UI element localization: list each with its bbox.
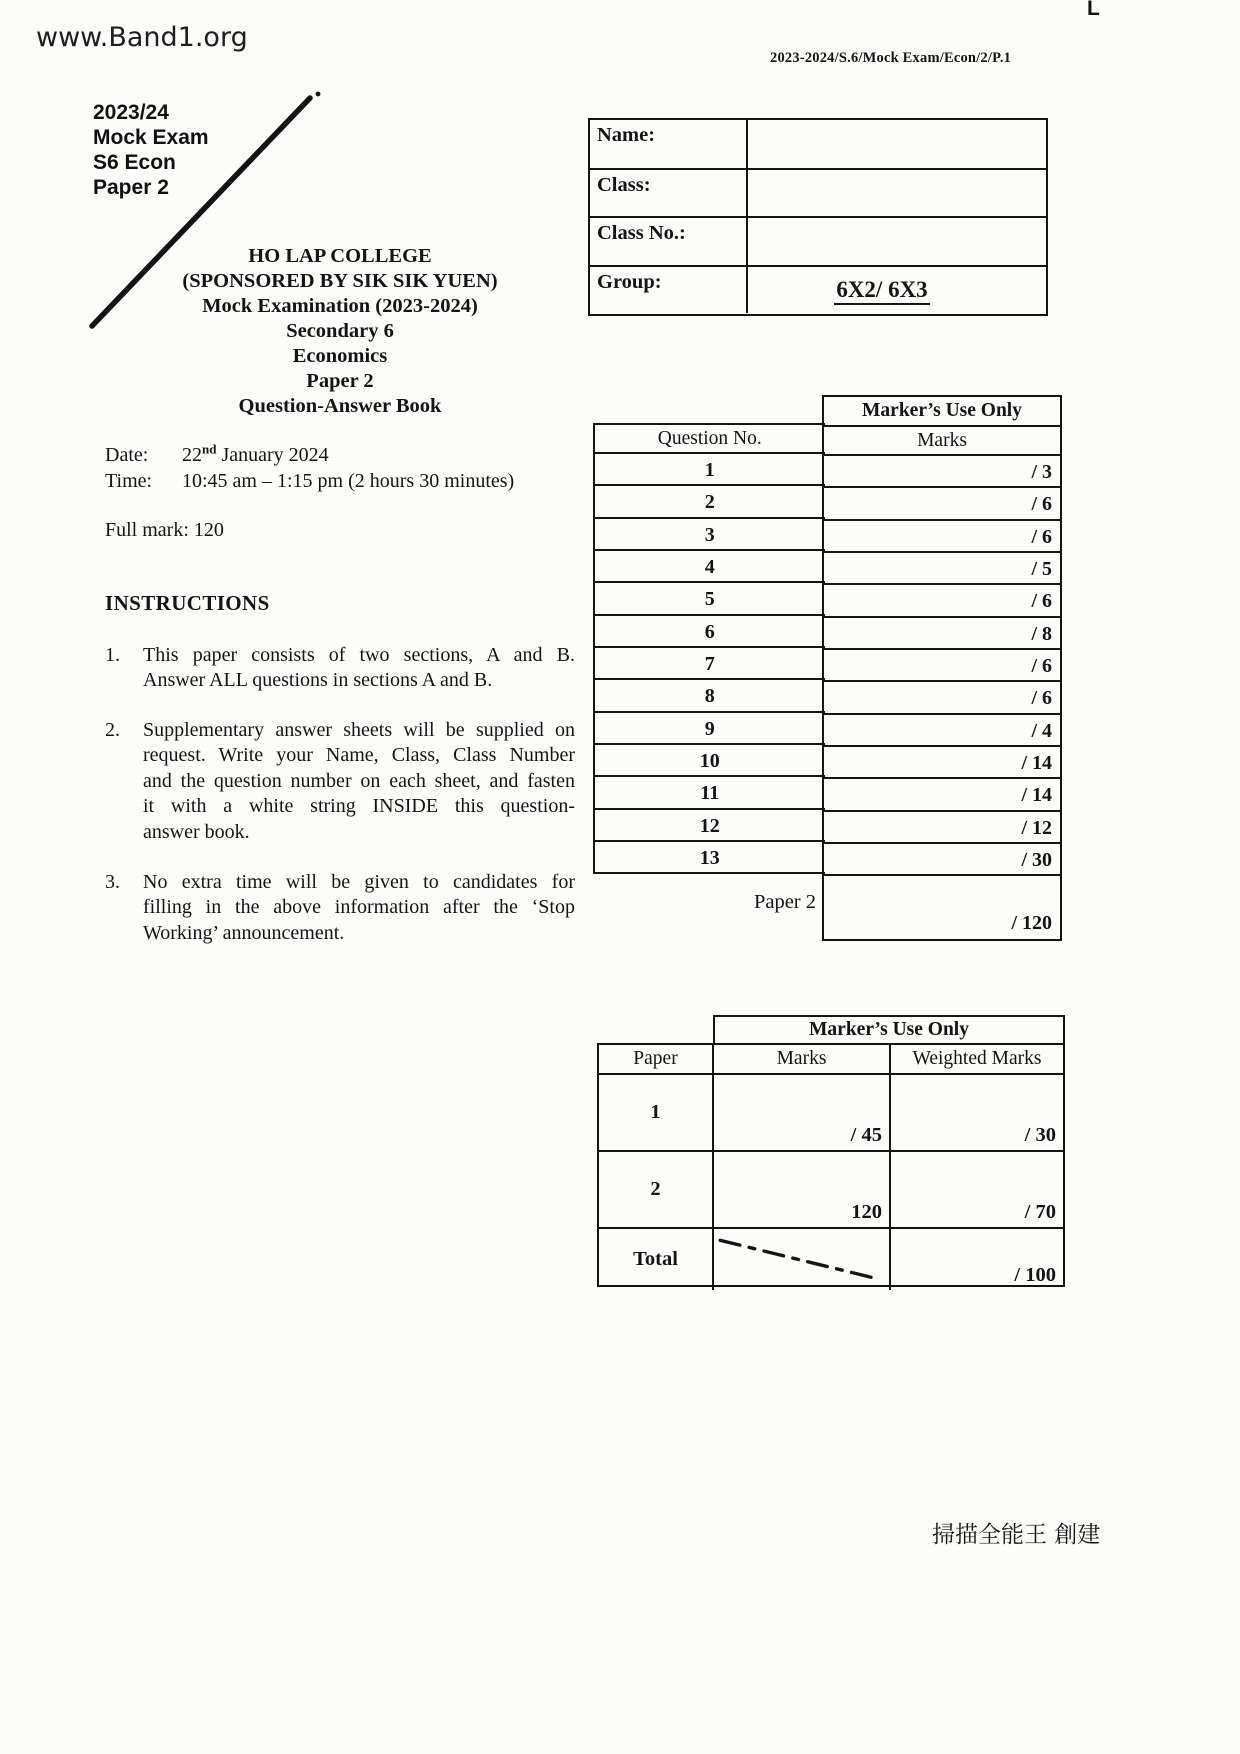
instructions-heading: INSTRUCTIONS xyxy=(105,591,270,615)
date-label: Date: xyxy=(105,444,149,466)
item-line: No extra time will be given to candidates for xyxy=(143,871,575,893)
summary-markers-use-only-header: Marker’s Use Only xyxy=(713,1015,1065,1045)
marks-col-header: Marks xyxy=(824,425,1060,454)
question-no: 3 xyxy=(595,517,825,549)
class-label: Class: xyxy=(590,170,748,216)
marks-cell: / 6 xyxy=(824,486,1060,518)
site-watermark: www.Band1.org xyxy=(36,22,248,53)
paper-col-header: Paper xyxy=(633,1048,678,1069)
exam-level: Secondary 6 xyxy=(286,320,394,342)
total-weighted-cell xyxy=(889,1227,1063,1290)
item-line: it with a white string INSIDE this question- xyxy=(143,795,575,818)
paper2-total-label: Paper 2 xyxy=(753,891,816,913)
weighted-col-header: Weighted Marks xyxy=(889,1045,1063,1073)
time-value: 10:45 am – 1:15 pm (2 hours 30 minutes) xyxy=(182,470,515,492)
question-no: 7 xyxy=(595,646,825,678)
marks-cell: / 6 xyxy=(824,648,1060,680)
full-mark: Full mark: 120 xyxy=(105,519,224,541)
class-field xyxy=(748,170,1046,216)
marks-cell: / 14 xyxy=(824,745,1060,777)
item-line: answer book. xyxy=(143,820,250,843)
class-no-label: Class No.: xyxy=(590,218,748,264)
marks-cell: / 6 xyxy=(824,519,1060,551)
total-weighted: / 100 xyxy=(1014,1263,1056,1286)
paper1-weighted-cell xyxy=(889,1073,1063,1150)
marks-column xyxy=(822,395,1062,941)
markers-use-only-header: Marker’s Use Only xyxy=(862,400,1022,421)
item-line: This paper consists of two sections, A and B. xyxy=(143,644,575,666)
paper2-total-marks: / 120 xyxy=(1011,912,1052,935)
instruction-item-1 xyxy=(105,643,575,694)
item-line: Working’ announcement. xyxy=(143,921,345,944)
scanner-credit: 掃描全能王 創建 xyxy=(932,1522,1101,1548)
total-marks-cell xyxy=(712,1227,889,1290)
item-line: request. Write your Name, Class, Class Number xyxy=(143,744,575,767)
date-rest: January 2024 xyxy=(216,444,329,466)
paper1-label: 1 xyxy=(599,1073,712,1150)
question-no: 6 xyxy=(595,614,825,646)
paper2-weighted-cell xyxy=(889,1150,1063,1227)
corner-year: 2023/24 xyxy=(93,101,169,124)
school-name: HO LAP COLLEGE xyxy=(248,245,432,267)
student-info-table xyxy=(588,118,1048,316)
paper1-marks-cell xyxy=(712,1073,889,1150)
table-row xyxy=(590,168,1046,216)
paper2-marks-cell xyxy=(712,1150,889,1227)
paper2-total-cell xyxy=(824,874,1060,938)
item-line: filling in the above information after the ‘Stop xyxy=(143,896,575,919)
item-number: 1. xyxy=(105,644,120,666)
exam-paper: Paper 2 xyxy=(306,370,374,392)
group-value: 6X2/ 6X3 xyxy=(834,277,929,305)
marks-cell: / 30 xyxy=(824,842,1060,874)
corner-crop-mark: L xyxy=(1087,0,1100,20)
summary-table xyxy=(597,1043,1065,1287)
instruction-item-2 xyxy=(105,718,575,845)
item-number: 2. xyxy=(105,719,120,741)
marks-cell: / 4 xyxy=(824,713,1060,745)
table-row xyxy=(590,216,1046,264)
item-line: Answer ALL questions in sections A and B. xyxy=(143,669,493,692)
exam-name: Mock Examination (2023-2024) xyxy=(202,295,478,317)
time-label: Time: xyxy=(105,470,153,492)
marks-cell: / 6 xyxy=(824,583,1060,615)
question-no: 9 xyxy=(595,711,825,743)
corner-subject: S6 Econ xyxy=(93,151,176,174)
paper1-marks: / 45 xyxy=(850,1124,882,1146)
table-row xyxy=(590,120,1046,168)
question-no: 11 xyxy=(595,775,825,807)
document-reference: 2023-2024/S.6/Mock Exam/Econ/2/P.1 xyxy=(770,50,1012,66)
date-line xyxy=(105,441,329,467)
marks-cell: / 3 xyxy=(824,454,1060,486)
class-no-field xyxy=(748,218,1046,264)
marks-cell: / 6 xyxy=(824,680,1060,712)
question-no: 8 xyxy=(595,678,825,710)
diagonal-dash-mark xyxy=(714,1229,889,1290)
paper2-label: 2 xyxy=(599,1150,712,1227)
name-field xyxy=(748,120,1046,168)
date-day: 22 xyxy=(182,444,202,466)
corner-paper: Paper 2 xyxy=(93,176,169,199)
marks-cell: / 5 xyxy=(824,551,1060,583)
name-label: Name: xyxy=(590,120,748,168)
item-line: and the question number on each sheet, and fasten xyxy=(143,769,575,792)
item-number: 3. xyxy=(105,871,120,893)
question-no: 5 xyxy=(595,581,825,613)
school-sponsor: (SPONSORED BY SIK SIK YUEN) xyxy=(182,270,498,292)
book-type: Question-Answer Book xyxy=(238,395,442,417)
question-column xyxy=(593,423,825,874)
question-no: 4 xyxy=(595,549,825,581)
question-col-header: Question No. xyxy=(657,428,762,449)
paper2-marks: 120 xyxy=(851,1201,882,1223)
question-no: 12 xyxy=(595,808,825,840)
date-ordinal: nd xyxy=(202,441,217,457)
marks-cell: / 12 xyxy=(824,810,1060,842)
group-label: Group: xyxy=(590,267,748,313)
exam-subject: Economics xyxy=(292,345,388,367)
question-no: 1 xyxy=(595,452,825,484)
question-no: 10 xyxy=(595,743,825,775)
marks-cell: / 8 xyxy=(824,616,1060,648)
table-row xyxy=(590,265,1046,313)
total-label: Total xyxy=(599,1227,712,1290)
paper1-weighted: / 30 xyxy=(1024,1124,1056,1146)
instruction-item-3 xyxy=(105,870,575,946)
time-line xyxy=(105,470,514,493)
marks-col-header: Marks xyxy=(712,1045,889,1073)
item-line: Supplementary answer sheets will be supplied on xyxy=(143,719,575,741)
question-no: 13 xyxy=(595,840,825,872)
corner-exam: Mock Exam xyxy=(93,126,209,149)
paper2-weighted: / 70 xyxy=(1024,1201,1056,1223)
question-no: 2 xyxy=(595,484,825,516)
group-field xyxy=(748,267,1046,313)
marks-cell: / 14 xyxy=(824,777,1060,809)
title-block xyxy=(150,244,530,419)
